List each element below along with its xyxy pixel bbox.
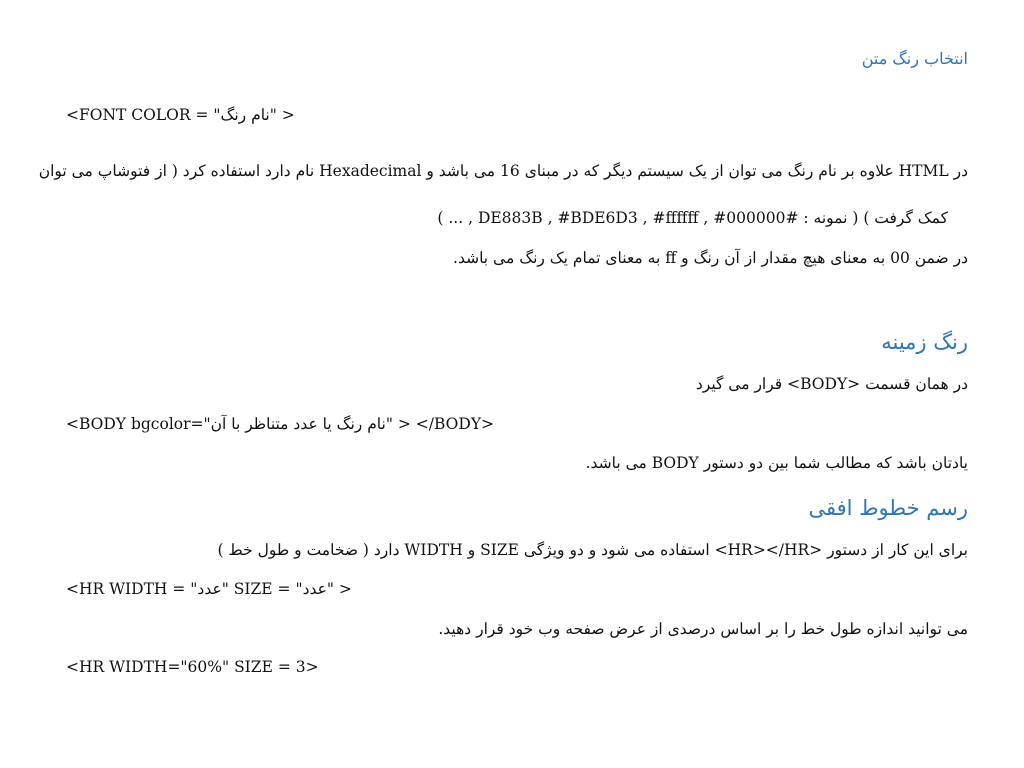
body-bgcolor-code: <BODY bgcolor="نام رنگ یا عدد متناظر با آن" > </BODY> bbox=[66, 415, 495, 433]
hex-paragraph-line-1: در HTML علاوه بر نام رنگ می توان از یک سیستم دیگر که در مبنای 16 می باشد و Hexadecimal نام دارد استفاده کرد ( از فتوشاپ می توان bbox=[38, 162, 968, 180]
hr-description-text: برای این کار از دستور <HR></HR> استفاده می شود و دو ویژگی SIZE و WIDTH دارد ( ضخامت و طول خط ) bbox=[217, 541, 968, 559]
hex-paragraph-line-2: کمک گرفت ) ( نمونه : #DE883B , #BDE6D3 , #ffffff , #000000 , ... ) bbox=[437, 209, 948, 227]
hr-code-example: <HR WIDTH="60%" SIZE = 3> bbox=[66, 658, 319, 676]
body-placement-text: در همان قسمت <BODY> قرار می گیرد bbox=[695, 375, 968, 393]
hex-paragraph-line-3: در ضمن 00 به معنای هیچ مقدار از آن رنگ و ff به معنای تمام یک رنگ می باشد. bbox=[453, 249, 968, 267]
font-color-code: <FONT COLOR = "نام رنگ" > bbox=[66, 106, 295, 124]
heading-horizontal-lines: رسم خطوط افقی bbox=[808, 496, 968, 520]
heading-background-color: رنگ زمینه bbox=[881, 330, 968, 354]
hr-percent-text: می توانید اندازه طول خط را بر اساس درصدی از عرض صفحه وب خود قرار دهید. bbox=[438, 620, 968, 638]
hr-code-generic: <HR WIDTH = "عدد" SIZE = "عدد" > bbox=[66, 580, 352, 598]
body-reminder-text: یادتان باشد که مطالب شما بین دو دستور BODY می باشد. bbox=[585, 454, 968, 472]
heading-text-color: انتخاب رنگ متن bbox=[861, 49, 968, 68]
